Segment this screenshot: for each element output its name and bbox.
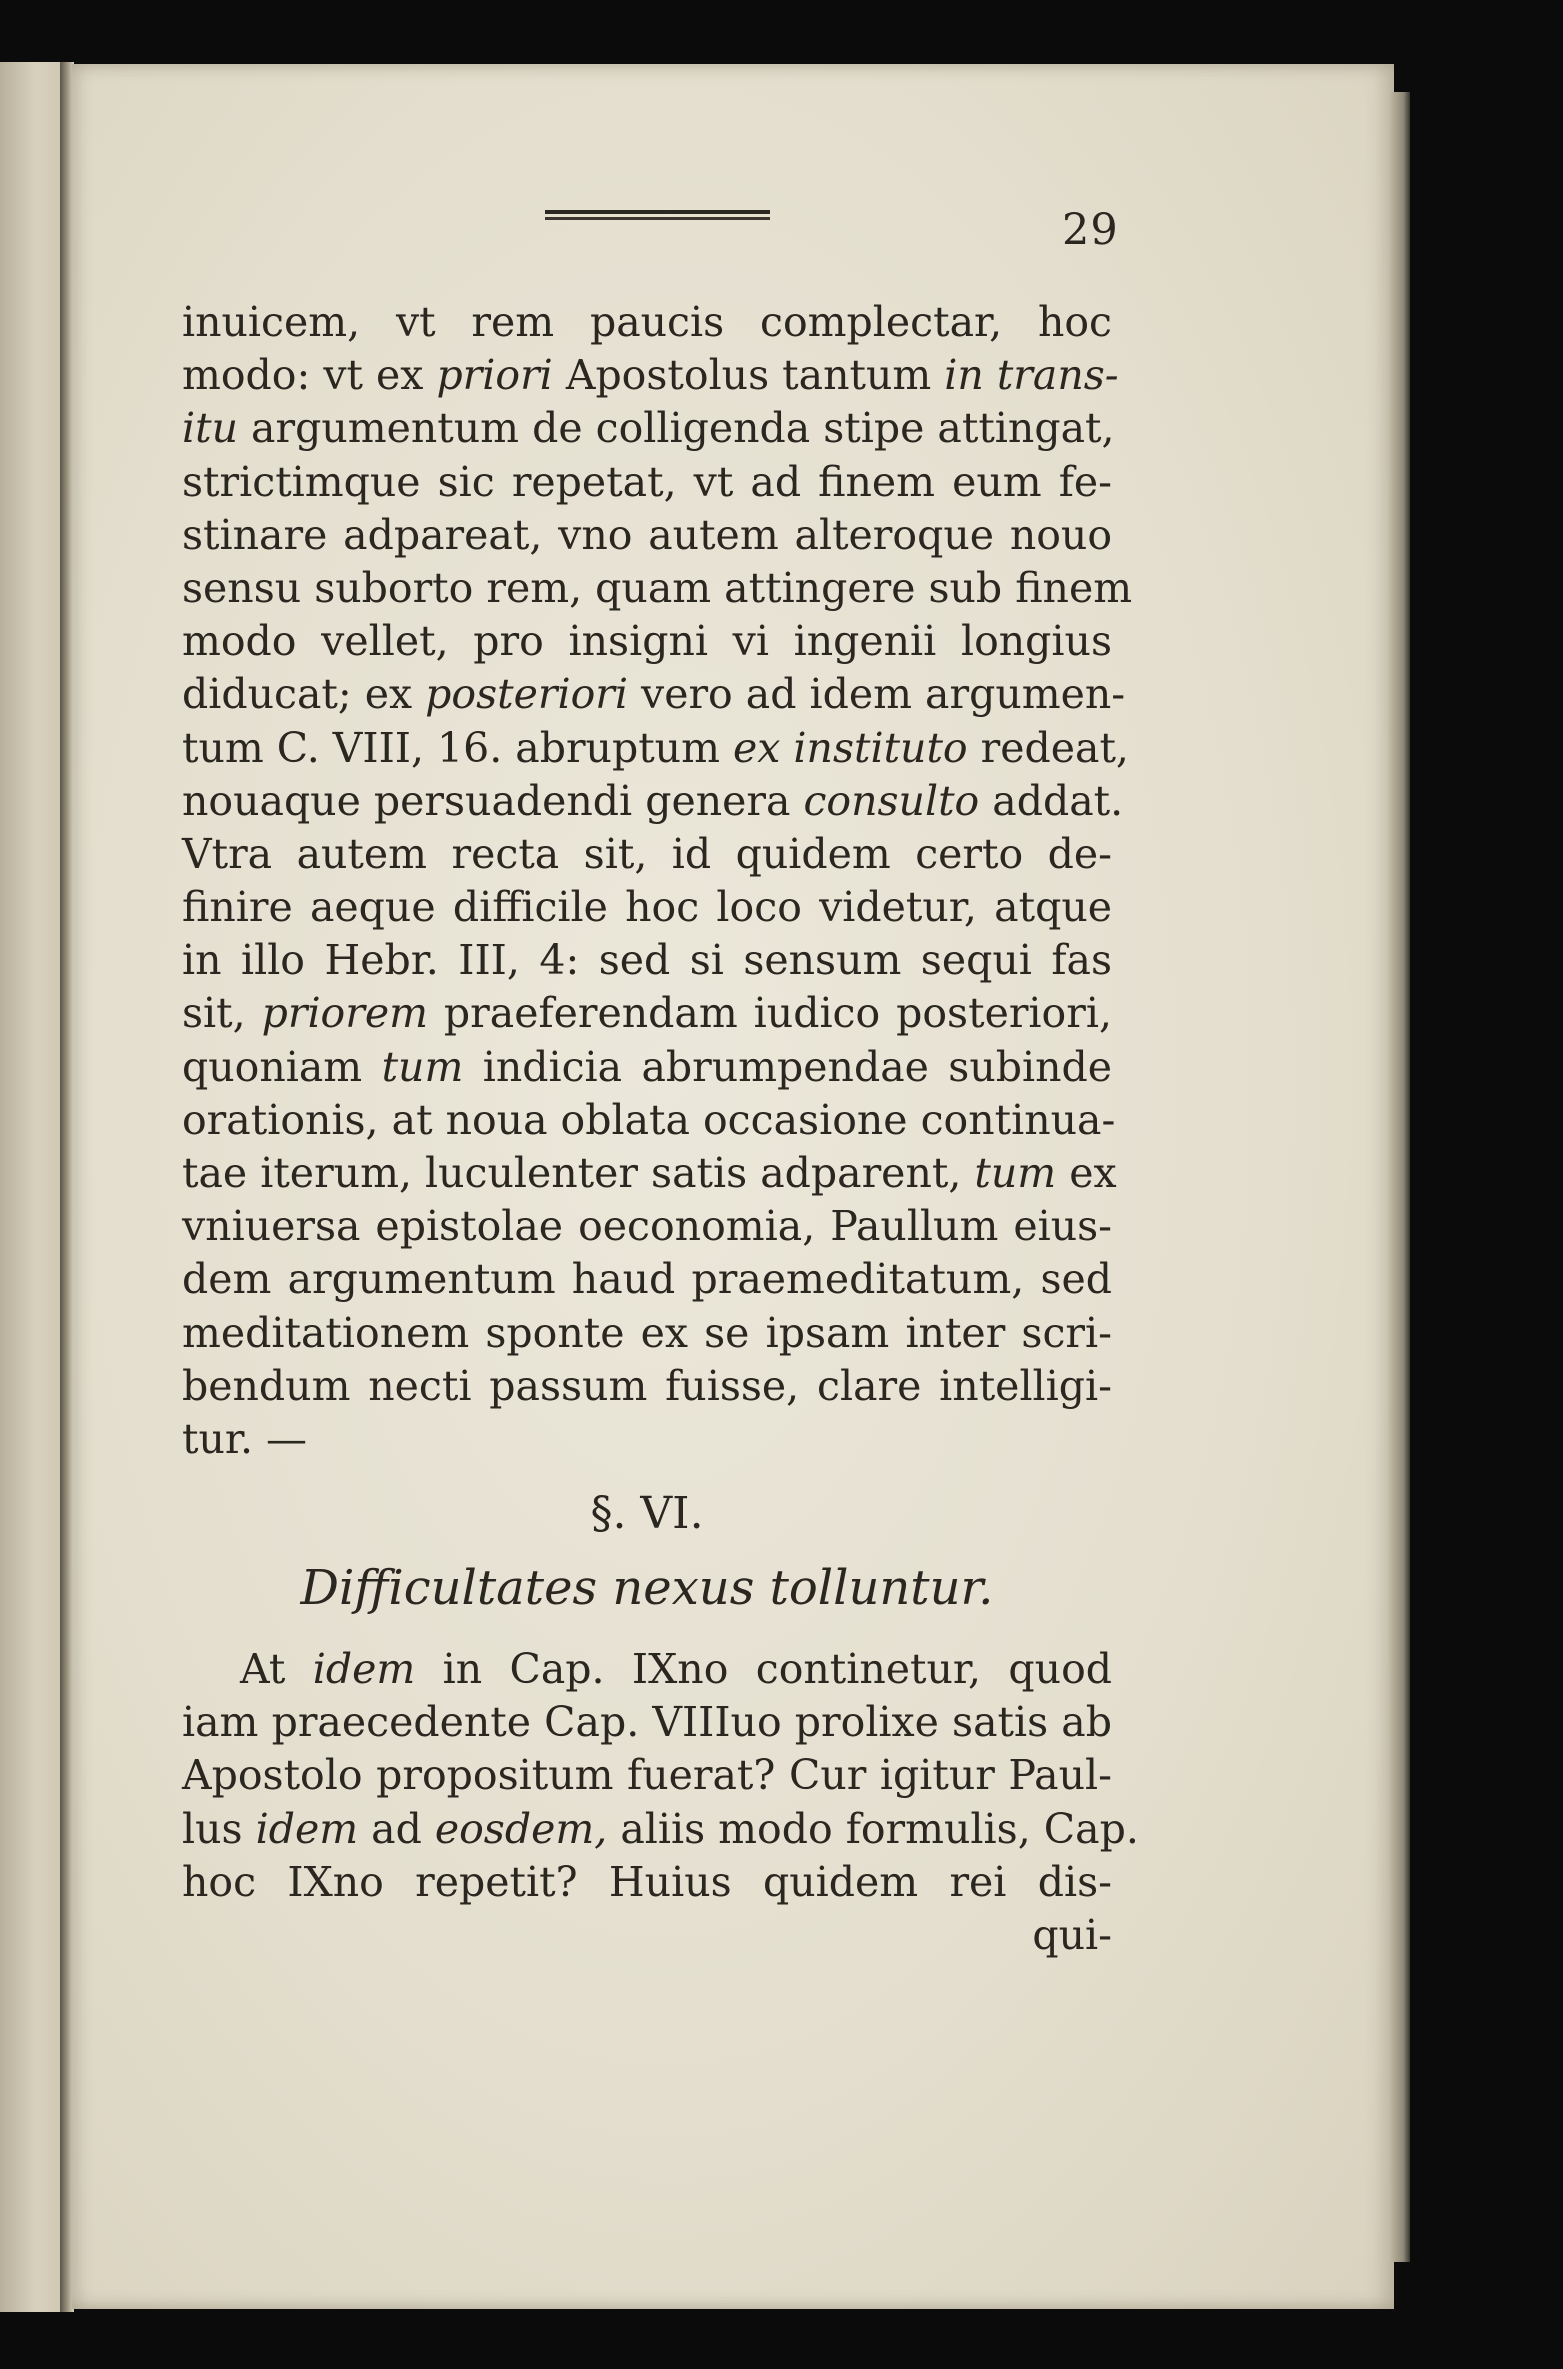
italic-phrase: ex instituto [733,723,968,772]
italic-phrase: consulto [803,776,980,825]
text-line: modo: vt ex priori Apostolus tantum in trans- [182,351,1119,400]
page-number: 29 [1062,205,1119,255]
text-line: At idem in Cap. IXno continetur, quod [240,1645,1112,1693]
text-line: finire aeque difficile hoc loco videtur, atque [182,883,1112,932]
text-line: modo vellet, pro insigni vi ingenii longius [182,617,1112,666]
text-line: inuicem, vt rem paucis complectar, hoc [182,298,1112,346]
paragraph-one [182,296,1133,1466]
text-line: iam praecedente Cap. VIIIuo prolixe satis ab [182,1698,1112,1747]
header-rule-bottom [545,217,770,220]
facing-page-edge [0,62,66,2312]
text-line: lus idem ad eosdem, aliis modo formulis, Cap. [182,1804,1139,1853]
text-line: dem argumentum haud praemeditatum, sed [182,1255,1112,1304]
text-line: in illo Hebr. III, 4: sed si sensum sequi fas [182,936,1112,985]
paragraph-two [182,1643,1139,1962]
page-fore-edge [1388,92,1410,2262]
section-title: Difficultates nexus tolluntur. [300,1560,994,1616]
italic-phrase: idem [255,1804,359,1853]
text-line: strictimque sic repetat, vt ad finem eum fe- [182,457,1112,506]
italic-phrase: idem [312,1645,416,1693]
text-line: quoniam tum indicia abrumpendae subinde [182,1042,1113,1091]
text-line: meditationem sponte ex se ipsam inter scri- [182,1308,1112,1357]
text-line: orationis, at noua oblata occasione continua- [182,1095,1116,1144]
text-line: nouaque persuadendi genera consulto addat. [182,776,1124,825]
text-line: sit, priorem praeferendam iudico posteriori, [182,989,1112,1038]
text-line: tum C. VIII, 16. abruptum ex instituto redeat, [182,723,1129,772]
section-number: §. VI. [590,1488,704,1539]
header-rule-top [545,210,770,214]
italic-phrase: posteriori [425,670,628,719]
italic-phrase: tum [974,1149,1057,1197]
italic-phrase: itu [182,404,238,453]
text-line: Apostolo propositum fuerat? Cur igitur Paul- [182,1751,1112,1800]
text-line: hoc IXno repetit? Huius quidem rei dis- [182,1857,1112,1906]
text-line: sensu suborto rem, quam attingere sub finem [182,563,1133,612]
italic-phrase: priori [436,351,553,400]
text-line: vniuersa epistolae oeconomia, Paullum eius- [182,1202,1112,1251]
header-ornament-rule [545,210,770,224]
text-line: itu argumentum de colligenda stipe attingat, [182,404,1115,453]
italic-phrase: eosdem, [434,1804,608,1853]
text-line: tur. — [182,1414,308,1463]
text-line: bendum necti passum fuisse, clare intelligi- [182,1361,1112,1410]
text-line: qui- [1032,1910,1112,1959]
italic-phrase: tum [381,1042,464,1091]
italic-phrase: in trans- [944,351,1119,400]
text-line: diducat; ex posteriori vero ad idem argumen- [182,670,1126,719]
text-line: Vtra autem recta sit, id quidem certo de- [182,829,1112,878]
text-line: tae iterum, luculenter satis adparent, tum ex [182,1149,1117,1197]
italic-phrase: priorem [261,989,428,1038]
text-line: stinare adpareat, vno autem alteroque nouo [182,510,1112,559]
